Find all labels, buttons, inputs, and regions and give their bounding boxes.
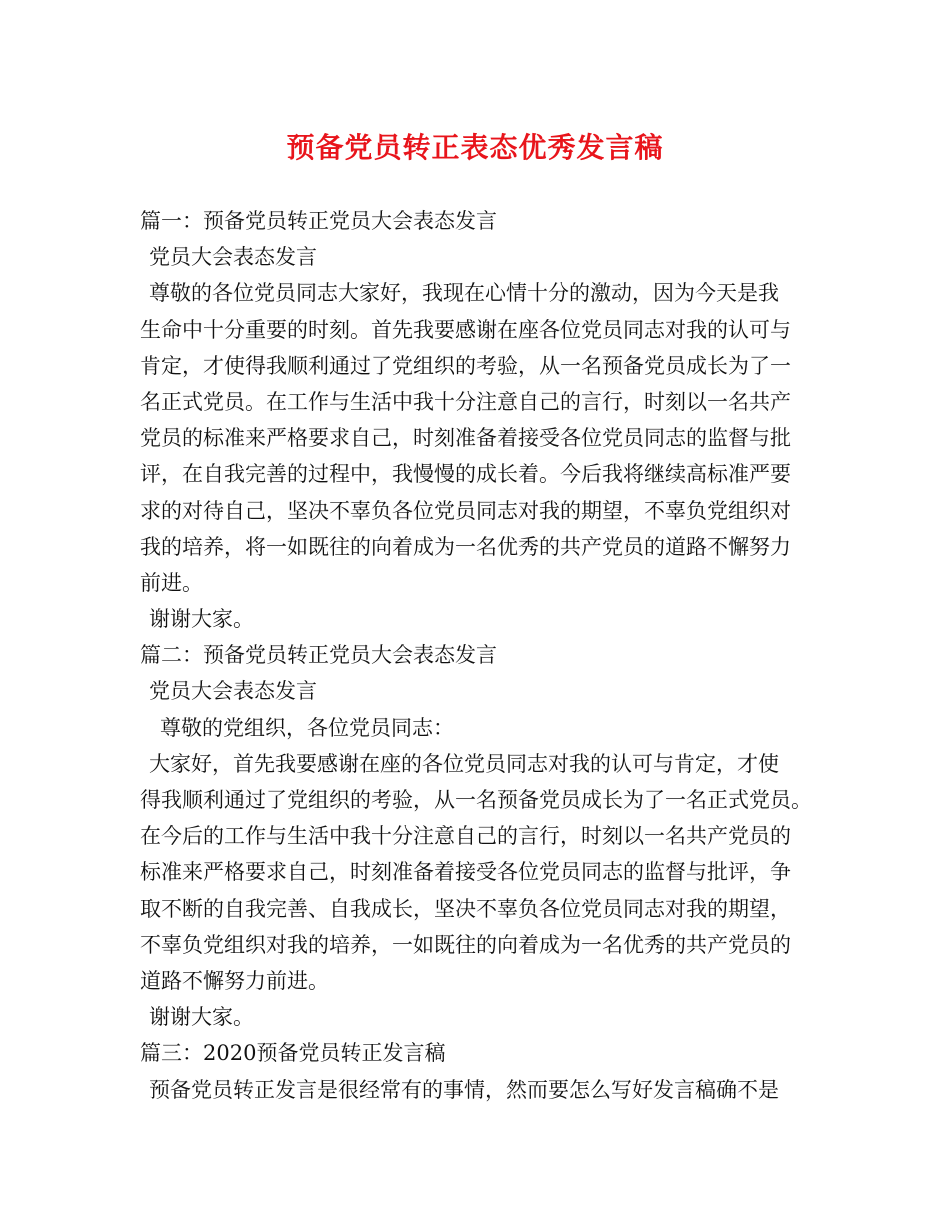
paragraph-line: 标准来严格要求自己，时刻准备着接受各位党员同志的监督与批评，争 (140, 860, 791, 885)
paragraph-line: 大家好，首先我要感谢在座的各位党员同志对我的认可与肯定，才使 (149, 751, 779, 776)
paragraph-line: 求的对待自己，坚决不辜负各位党员同志对我的期望，不辜负党组织对 (140, 498, 791, 523)
section-heading-1: 篇一：预备党员转正党员大会表态发言 (140, 209, 497, 233)
paragraph-line: 不辜负党组织对我的培养，一如既往的向着成为一名优秀的共产党员的 (140, 932, 791, 957)
paragraph-line: 道路不懈努力前进。 (140, 968, 329, 993)
paragraph-line: 生命中十分重要的时刻。首先我要感谢在座各位党员同志对我的认可与 (140, 317, 791, 342)
paragraph-line: 在今后的工作与生活中我十分注意自己的言行，时刻以一名共产党员的 (140, 824, 791, 849)
section-heading-3: 篇三：2020预备党员转正发言稿 (140, 1041, 446, 1066)
subheading: 党员大会表态发言 (149, 245, 317, 270)
paragraph-line: 预备党员转正发言是很经常有的事情，然而要怎么写好发言稿确不是 (149, 1077, 779, 1102)
paragraph-line: 我的培养，将一如既往的向着成为一名优秀的共产党员的道路不懈努力 (140, 534, 791, 559)
paragraph-line: 前进。 (140, 570, 203, 595)
section-heading-2: 篇二：预备党员转正党员大会表态发言 (140, 643, 497, 668)
document-title: 预备党员转正表态优秀发言稿 (286, 131, 664, 164)
paragraph-line: 评，在自我完善的过程中，我慢慢的成长着。今后我将继续高标准严要 (140, 462, 791, 487)
paragraph-line: 尊敬的各位党员同志大家好，我现在心情十分的激动，因为今天是我 (149, 281, 779, 306)
paragraph-line: 肯定，才使得我顺利通过了党组织的考验，从一名预备党员成长为了一 (140, 353, 791, 378)
closing-line: 谢谢大家。 (149, 607, 254, 632)
subheading: 党员大会表态发言 (149, 679, 317, 704)
document-body (140, 203, 830, 1108)
closing-line: 谢谢大家。 (149, 1005, 254, 1030)
paragraph-line: 名正式党员。在工作与生活中我十分注意自己的言行，时刻以一名共产 (140, 389, 791, 414)
paragraph-line: 党员的标准来严格要求自己，时刻准备着接受各位党员同志的监督与批 (140, 426, 791, 451)
salutation-line: 尊敬的党组织，各位党员同志： (160, 715, 454, 740)
paragraph-line: 得我顺利通过了党组织的考验，从一名预备党员成长为了一名正式党员。 (140, 788, 812, 812)
paragraph-line: 取不断的自我完善、自我成长，坚决不辜负各位党员同志对我的期望， (140, 896, 791, 921)
